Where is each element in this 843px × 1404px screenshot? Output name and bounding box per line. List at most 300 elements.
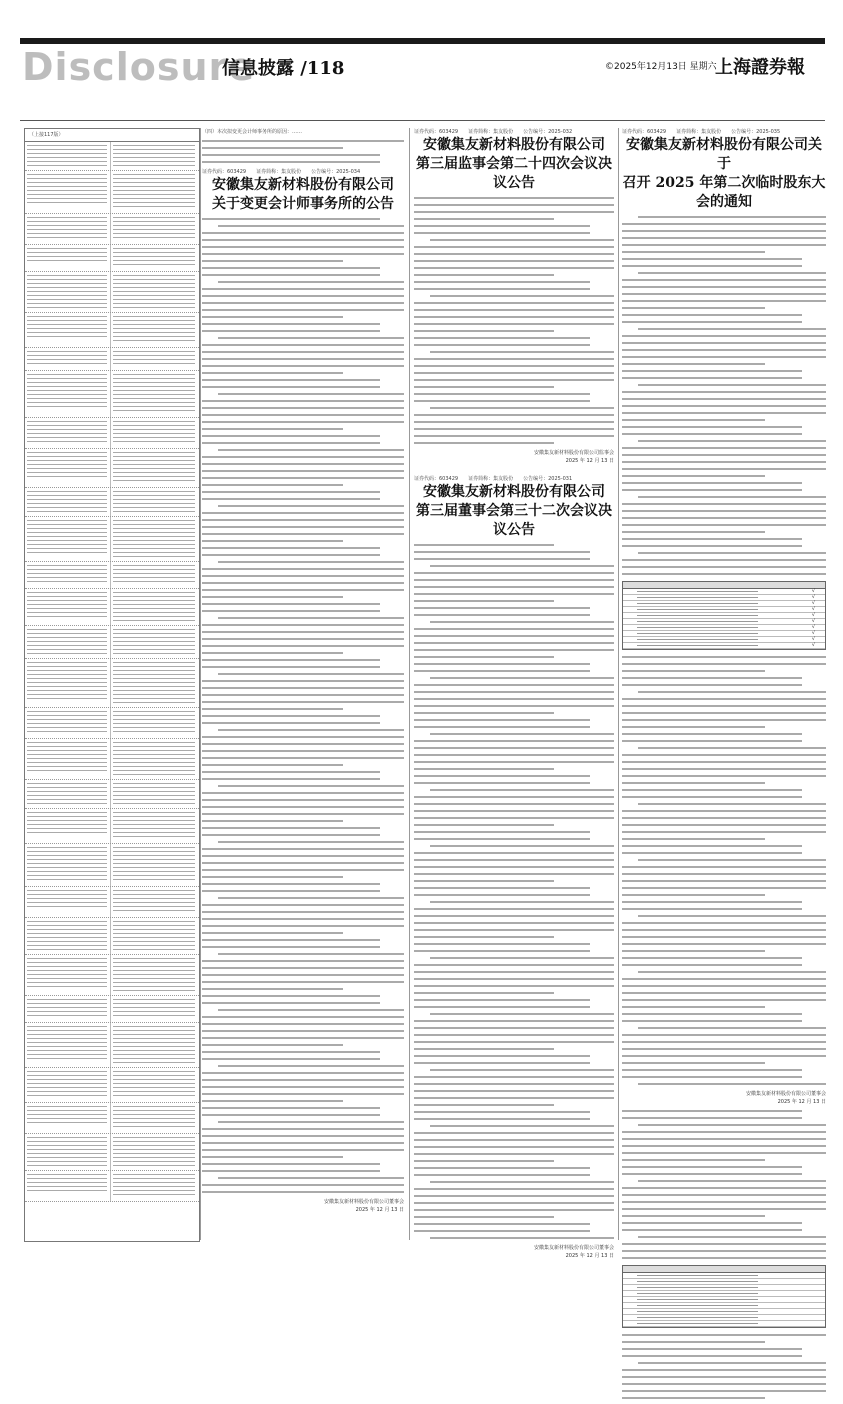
text-line (113, 260, 195, 261)
text-line (202, 512, 404, 514)
text-line (638, 915, 826, 917)
text-line (622, 1334, 826, 1336)
text-line (430, 565, 614, 567)
text-line (27, 1141, 107, 1142)
text-line (113, 832, 195, 833)
text-line (202, 140, 404, 142)
table-cell (27, 248, 107, 264)
text-line (414, 442, 554, 444)
text-line (113, 190, 195, 191)
table-row (623, 1321, 825, 1327)
cell-divider (110, 142, 111, 170)
text-line (202, 1023, 404, 1025)
text-line (622, 321, 802, 323)
signature-date: 2025 年 12 月 13 日 (565, 458, 614, 464)
text-line (202, 1156, 343, 1158)
text-line (27, 828, 107, 829)
text-line (27, 894, 107, 895)
text-line (622, 538, 802, 540)
text-line (622, 1166, 802, 1168)
text-line (113, 978, 195, 979)
text-line (113, 499, 195, 500)
check-mark: √ (811, 642, 815, 648)
text-line (202, 1002, 380, 1004)
text-line (414, 232, 590, 234)
text-line (113, 662, 195, 663)
text-line (113, 608, 195, 609)
table-cell (27, 374, 107, 410)
text-line (622, 950, 765, 952)
text-line (430, 1125, 614, 1127)
text-line (27, 921, 107, 922)
table-cell (27, 217, 107, 241)
text-line (202, 792, 404, 794)
text-line (27, 637, 107, 638)
text-line (27, 863, 107, 864)
text-line (27, 978, 107, 979)
text-line (414, 908, 614, 910)
text-line (113, 524, 195, 525)
text-line (414, 225, 590, 227)
text-line (202, 1149, 404, 1151)
text-line (113, 178, 195, 179)
text-line (202, 358, 404, 360)
text-line (113, 1161, 195, 1162)
text-line (202, 1093, 404, 1095)
text-line (202, 589, 404, 591)
text-line (202, 526, 404, 528)
text-line (113, 742, 195, 743)
text-line (414, 1216, 554, 1218)
notice-body (414, 197, 614, 444)
table-cell (113, 847, 195, 883)
cell-divider (110, 418, 111, 448)
text-line (414, 817, 614, 819)
text-line (202, 834, 380, 836)
text-line (638, 1180, 826, 1182)
table-cell (113, 629, 195, 657)
text-line (113, 1149, 195, 1150)
text-line (622, 719, 826, 721)
text-line (27, 770, 107, 771)
text-line (622, 740, 802, 742)
text-line (202, 477, 404, 479)
text-line (113, 1145, 195, 1146)
text-line (113, 303, 195, 304)
text-line (622, 838, 765, 840)
cell-divider (110, 1171, 111, 1201)
cell-divider (110, 562, 111, 588)
text-line (202, 260, 343, 262)
text-line (27, 202, 107, 203)
text-line (414, 915, 614, 917)
text-line (622, 1383, 826, 1385)
text-line (414, 600, 554, 602)
text-line (27, 1058, 107, 1059)
text-line (27, 182, 107, 183)
text-line (27, 532, 107, 533)
text-line (414, 302, 614, 304)
text-line (202, 995, 380, 997)
text-line (27, 731, 107, 732)
text-line (414, 607, 590, 609)
text-line (113, 1137, 195, 1138)
text-line (202, 246, 404, 248)
text-line (27, 145, 107, 146)
continuation-note: （上接117版） (25, 129, 199, 142)
text-line (202, 435, 380, 437)
text-line (414, 803, 614, 805)
text-line (202, 274, 380, 276)
text-line (218, 673, 404, 675)
text-line (113, 324, 195, 325)
text-line (622, 468, 826, 470)
text-line (27, 1087, 107, 1088)
text-line (414, 1048, 554, 1050)
text-line (202, 372, 343, 374)
text-line (202, 1058, 380, 1060)
text-line (27, 390, 107, 391)
newspaper-name: 上海證券報 (715, 57, 805, 78)
signature-date: 2025 年 12 月 13 日 (565, 1253, 614, 1259)
text-line (113, 351, 195, 352)
text-line (113, 723, 195, 724)
text-line (113, 452, 195, 453)
text-line (622, 677, 802, 679)
signature: 安徽集友新材料股份有限公司董事会 (533, 1245, 614, 1251)
text-line (113, 682, 195, 683)
text-line (202, 687, 404, 689)
text-line (113, 828, 195, 829)
cell-divider (110, 313, 111, 347)
text-line (202, 757, 404, 759)
text-line (638, 272, 826, 274)
text-line (113, 229, 195, 230)
text-line (27, 690, 107, 691)
text-line (202, 743, 404, 745)
text-line (414, 880, 554, 882)
column-divider (618, 128, 619, 1240)
text-line (414, 1188, 614, 1190)
text-line (113, 746, 195, 747)
text-line (27, 425, 107, 426)
table-cell (113, 452, 195, 484)
text-line (113, 256, 195, 257)
text-line (27, 1079, 107, 1080)
table-cell (27, 1071, 107, 1099)
text-line (202, 610, 380, 612)
text-line (27, 929, 107, 930)
check-mark: √ (811, 600, 815, 606)
text-line (414, 1027, 614, 1029)
text-line (622, 503, 826, 505)
table-cell (113, 1026, 195, 1066)
text-line (113, 1015, 195, 1016)
text-line (113, 820, 195, 821)
text-line (414, 614, 590, 616)
text-line (622, 929, 826, 931)
text-line (113, 851, 195, 852)
text-line (113, 1007, 195, 1008)
text-line (622, 908, 802, 910)
table-cell (27, 958, 107, 990)
text-line (113, 328, 195, 329)
column-divider (409, 128, 410, 1240)
text-line (202, 764, 343, 766)
text-line (414, 253, 614, 255)
text-line (113, 264, 195, 265)
text-line (27, 524, 107, 525)
text-line (27, 754, 107, 755)
text-line (113, 565, 195, 566)
text-line (622, 880, 826, 882)
notice-title-line: 安徽集友新材料股份有限公司 (423, 137, 605, 153)
text-line (622, 698, 826, 700)
text-line (622, 845, 802, 847)
text-line (27, 237, 107, 238)
text-line (27, 612, 107, 613)
text-line (622, 782, 765, 784)
text-line (27, 573, 107, 574)
text-line (202, 386, 380, 388)
text-line (218, 281, 404, 283)
text-line (27, 398, 107, 399)
text-line (27, 287, 107, 288)
cell-divider (110, 996, 111, 1022)
text-line (622, 831, 826, 833)
text-line (414, 866, 614, 868)
text-line (414, 1153, 614, 1155)
text-line (202, 154, 380, 156)
text-line (622, 817, 826, 819)
text-line (27, 966, 107, 967)
text-line (27, 719, 107, 720)
text-line (202, 652, 343, 654)
text-line (622, 377, 802, 379)
text-line (414, 428, 614, 430)
text-line (218, 225, 404, 227)
text-line (414, 992, 554, 994)
text-line (414, 288, 590, 290)
text-line (430, 1237, 614, 1239)
text-line (202, 232, 404, 234)
notice-title-line: 安徽集友新材料股份有限公司关于 (626, 137, 822, 172)
text-line (113, 503, 195, 504)
table-cell (27, 592, 107, 620)
text-line (27, 762, 107, 763)
text-line (113, 1058, 195, 1059)
text-line (113, 429, 195, 430)
text-line (113, 165, 195, 166)
check-mark: √ (811, 594, 815, 600)
table-cell (27, 565, 107, 585)
notice-title-line: 召开 2025 年第二次临时股东大会的通知 (622, 175, 826, 210)
text-line (27, 746, 107, 747)
cell-divider (110, 245, 111, 271)
text-line (622, 475, 765, 477)
text-line (414, 218, 554, 220)
text-line (202, 323, 380, 325)
cell-divider (110, 348, 111, 370)
text-line (622, 286, 826, 288)
text-line (113, 678, 195, 679)
text-line (202, 708, 343, 710)
text-line (414, 747, 614, 749)
text-line (622, 335, 826, 337)
text-line (27, 723, 107, 724)
table-row (25, 1134, 199, 1171)
text-line (113, 1050, 195, 1051)
text-line (27, 855, 107, 856)
text-line (27, 678, 107, 679)
text-line (202, 1051, 380, 1053)
text-line (113, 1062, 195, 1063)
text-line (414, 544, 554, 546)
text-line (202, 351, 404, 353)
text-line (638, 803, 826, 805)
table-row (25, 348, 199, 371)
text-line (113, 569, 195, 570)
text-line (27, 468, 107, 469)
text-line (27, 1149, 107, 1150)
text-line (414, 309, 614, 311)
text-line (113, 890, 195, 891)
text-line (113, 855, 195, 856)
text-line (622, 1152, 826, 1154)
text-line (414, 726, 590, 728)
text-line (27, 1145, 107, 1146)
text-line (27, 674, 107, 675)
text-line (27, 221, 107, 222)
text-line (27, 548, 107, 549)
table-cell (113, 662, 195, 706)
text-line (113, 287, 195, 288)
text-line (622, 307, 765, 309)
text-line (113, 1079, 195, 1080)
text-line (113, 507, 195, 508)
text-line (113, 596, 195, 597)
text-line (202, 736, 404, 738)
text-line (202, 344, 404, 346)
text-line (414, 649, 614, 651)
text-line (27, 275, 107, 276)
text-line (27, 694, 107, 695)
text-line (27, 727, 107, 728)
text-line (622, 824, 826, 826)
text-line (202, 1044, 343, 1046)
text-line (218, 393, 404, 395)
table-header (623, 1266, 825, 1273)
text-line (202, 400, 404, 402)
text-line (27, 565, 107, 566)
text-line (27, 958, 107, 959)
text-line (622, 999, 826, 1001)
text-line (113, 690, 195, 691)
text-line (113, 620, 195, 621)
table-cell (113, 565, 195, 585)
text-line (113, 145, 195, 146)
text-line (27, 859, 107, 860)
text-line (622, 244, 826, 246)
cell-divider (110, 371, 111, 417)
text-line (622, 454, 826, 456)
notice-body (622, 656, 826, 1085)
text-line (638, 747, 826, 749)
text-line (202, 554, 380, 556)
text-line (622, 1069, 802, 1071)
text-line (27, 503, 107, 504)
text-line (113, 812, 195, 813)
text-line (113, 221, 195, 222)
text-line (622, 866, 826, 868)
table-cell (113, 958, 195, 994)
notice-title-line: 关于变更会计师事务所的公告 (212, 196, 394, 212)
text-line (414, 985, 614, 987)
text-line (27, 592, 107, 593)
signature: 安徽集友新材料股份有限公司董事会 (323, 1199, 404, 1205)
text-line (27, 1114, 107, 1115)
text-line (202, 946, 380, 948)
text-line (113, 999, 195, 1000)
cell-divider (110, 272, 111, 312)
text-line (414, 246, 614, 248)
text-line (202, 470, 404, 472)
text-line (113, 532, 195, 533)
text-line (622, 768, 826, 770)
text-line (414, 761, 614, 763)
text-line (113, 871, 195, 872)
text-line (113, 933, 195, 934)
text-line (27, 402, 107, 403)
proxy-form-text (622, 1110, 826, 1259)
text-line (622, 1034, 826, 1036)
text-line (202, 253, 404, 255)
text-line (622, 775, 826, 777)
text-line (202, 575, 404, 577)
text-line (113, 433, 195, 434)
text-line (414, 887, 590, 889)
table-cell (113, 742, 195, 778)
text-line (622, 852, 802, 854)
notice-body (622, 216, 826, 575)
text-line (27, 382, 107, 383)
text-line (27, 666, 107, 667)
notice-title (414, 483, 614, 540)
text-line (113, 653, 195, 654)
text-line (430, 957, 614, 959)
text-line (27, 698, 107, 699)
text-line (27, 544, 107, 545)
text-line (622, 1020, 802, 1022)
table-row (25, 449, 199, 488)
text-line (113, 698, 195, 699)
text-line (622, 293, 826, 295)
text-line (414, 337, 590, 339)
table-cell (113, 1137, 195, 1169)
table-row (25, 659, 199, 708)
text-line (113, 637, 195, 638)
text-line (113, 472, 195, 473)
text-line (622, 705, 826, 707)
text-line (622, 796, 802, 798)
text-line (27, 460, 107, 461)
text-line (622, 342, 826, 344)
text-line (113, 495, 195, 496)
text-line (202, 960, 404, 962)
text-line (27, 328, 107, 329)
text-line (27, 520, 107, 521)
table-cell (27, 711, 107, 735)
